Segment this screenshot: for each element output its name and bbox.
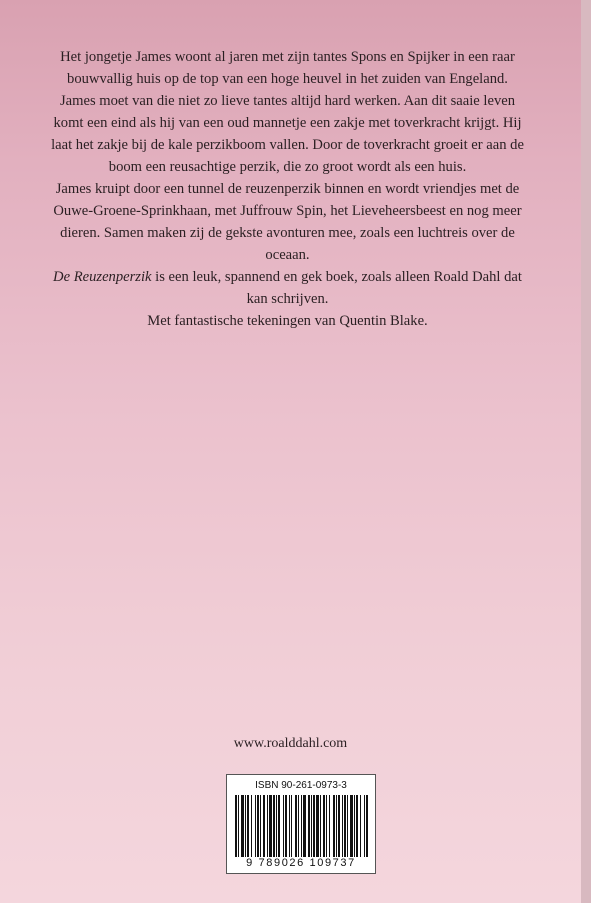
barcode-bar bbox=[298, 795, 299, 857]
barcode-bar bbox=[285, 795, 287, 857]
barcode-digits: 9 789026 109737 bbox=[246, 857, 356, 869]
blurb-paragraph-3 bbox=[50, 266, 525, 310]
blurb-text bbox=[50, 46, 525, 332]
barcode-bar bbox=[278, 795, 280, 857]
barcode-bar bbox=[313, 795, 315, 857]
barcode-bar bbox=[251, 795, 252, 857]
barcode-icon bbox=[235, 795, 369, 857]
barcode-bar bbox=[273, 795, 275, 857]
blurb-paragraph-3-rest: is een leuk, spannend en gek boek, zoals alleen Roald Dahl dat kan schrijven. bbox=[151, 269, 522, 307]
barcode-bar bbox=[269, 795, 272, 857]
barcode-bar bbox=[316, 795, 319, 857]
website-url: www.roalddahl.com bbox=[233, 736, 348, 751]
barcode-bar bbox=[238, 795, 239, 857]
barcode-bar bbox=[308, 795, 310, 857]
barcode-bar bbox=[338, 795, 340, 857]
barcode-bar bbox=[311, 795, 312, 857]
barcode-bar bbox=[267, 795, 268, 857]
barcode-bar bbox=[289, 795, 290, 857]
book-title: De Reuzenperzik bbox=[53, 269, 152, 285]
barcode-bar bbox=[336, 795, 337, 857]
barcode-bar bbox=[283, 795, 284, 857]
barcode-bar bbox=[235, 795, 237, 857]
barcode-bar bbox=[303, 795, 306, 857]
barcode-bar bbox=[295, 795, 297, 857]
barcode-bar bbox=[257, 795, 259, 857]
barcode-bar bbox=[366, 795, 368, 857]
blurb-paragraph-2: James kruipt door een tunnel de reuzenperzik binnen en wordt vriendjes met de Ouwe-Groene-Sprinkhaan, met Juffrouw Spin, het Lieveheersbeest en nog meer dieren. Samen maken zij de gekste avonturen mee, zoals een luchtreis over de oceaan. bbox=[53, 181, 522, 263]
barcode-bar bbox=[364, 795, 365, 857]
barcode-bar bbox=[260, 795, 261, 857]
barcode-bar bbox=[245, 795, 246, 857]
barcode-bar bbox=[333, 795, 335, 857]
barcode-bar bbox=[255, 795, 256, 857]
barcode-bar bbox=[301, 795, 302, 857]
blurb-paragraph-1: Het jongetje James woont al jaren met zijn tantes Spons en Spijker in een raar bouwvallig huis op de top van een hoge heuvel in het zuiden van Engeland. James moet van die niet zo lieve tantes altijd hard werken. Aan dit saaie leven komt een eind als hij van een oud mannetje een zakje met toverkracht krijgt. Hij laat het zakje bij de kale perzikboom vallen. Door de toverkracht groeit er aan de boom een reusachtige perzik, die zo groot wordt als een huis. bbox=[51, 49, 524, 175]
barcode-bar bbox=[247, 795, 249, 857]
barcode-bar bbox=[354, 795, 355, 857]
barcode-bar bbox=[356, 795, 358, 857]
isbn-label: ISBN 90-261-0973-3 bbox=[255, 780, 347, 791]
barcode-bar bbox=[241, 795, 244, 857]
barcode-bar bbox=[320, 795, 321, 857]
barcode-bar bbox=[263, 795, 265, 857]
barcode-bar bbox=[276, 795, 277, 857]
barcode-bar bbox=[326, 795, 327, 857]
barcode-bar bbox=[329, 795, 330, 857]
barcode-bar bbox=[350, 795, 353, 857]
barcode-bar bbox=[344, 795, 346, 857]
barcode-bar bbox=[360, 795, 361, 857]
barcode-bar bbox=[342, 795, 343, 857]
barcode-bar bbox=[323, 795, 325, 857]
barcode-bar bbox=[291, 795, 292, 857]
barcode-bar bbox=[347, 795, 348, 857]
barcode-box bbox=[226, 774, 376, 874]
blurb-paragraph-4: Met fantastische tekeningen van Quentin Blake. bbox=[147, 313, 428, 329]
